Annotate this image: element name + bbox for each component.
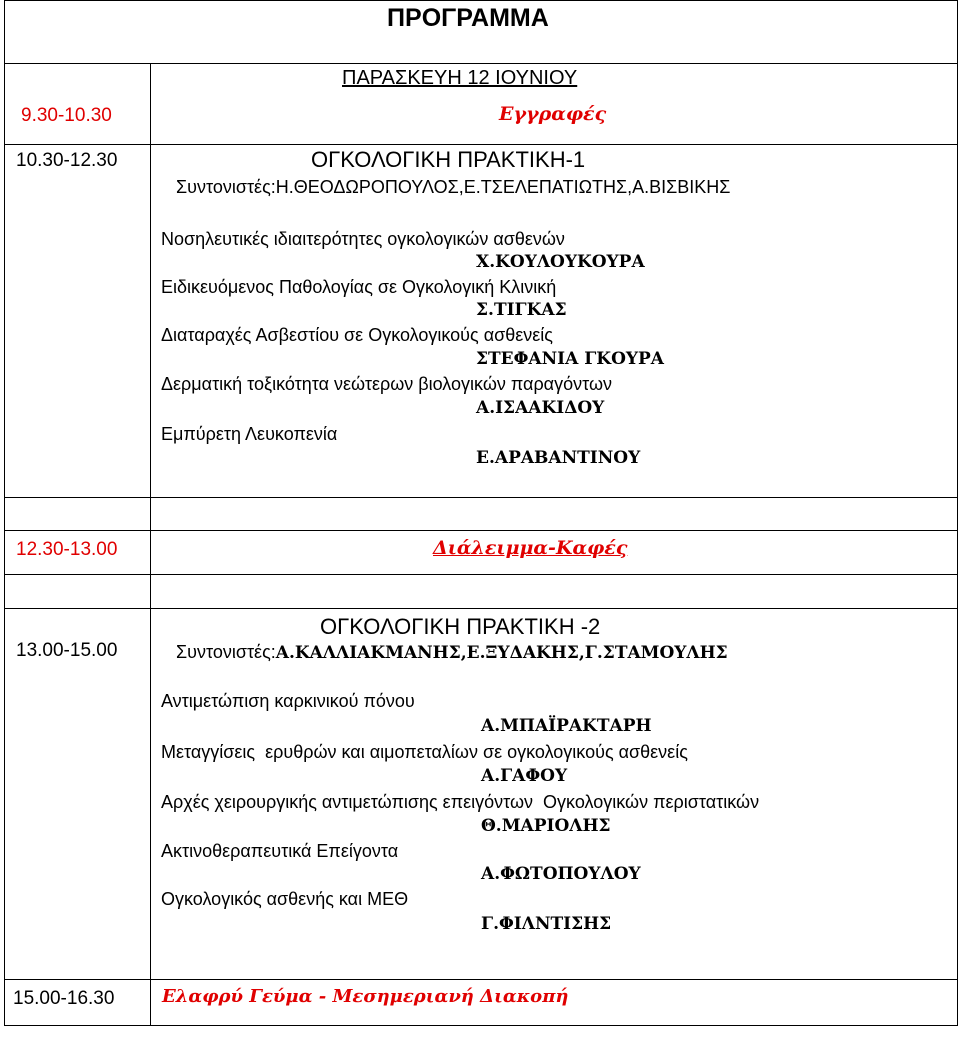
row-divider — [4, 144, 958, 145]
lunch-time: 15.00-16.30 — [13, 988, 115, 1009]
session1-title: ΟΓΚΟΛΟΓΙΚΗ ΠΡΑΚΤΙΚΗ-1 — [311, 147, 586, 172]
talk-topic: Μεταγγίσεις ερυθρών και αιμοπεταλίων σε ογκολογικούς ασθενείς — [161, 742, 688, 762]
coordinators-label: Συντονιστές: — [176, 642, 276, 662]
session2-title: ΟΓΚΟΛΟΓΙΚΗ ΠΡΑΚΤΙΚΗ -2 — [320, 614, 601, 639]
break-label: Διάλειμμα-Καφές — [433, 537, 628, 559]
table-border — [4, 0, 958, 1]
talk-speaker: Α.ΦΩΤΟΠΟΥΛΟΥ — [481, 864, 641, 884]
column-divider — [150, 63, 151, 1026]
session1-coordinators — [176, 178, 730, 196]
coordinators-label: Συντονιστές: — [176, 177, 276, 197]
row-divider — [4, 63, 958, 64]
talk-speaker: Σ.ΤΙΓΚΑΣ — [476, 300, 567, 320]
day-heading: ΠΑΡΑΣΚΕΥΗ 12 ΙΟΥΝΙΟΥ — [342, 67, 578, 89]
row-divider — [4, 530, 958, 531]
session2-time: 13.00-15.00 — [16, 640, 118, 661]
session2-coordinators — [176, 643, 728, 662]
registration-time: 9.30-10.30 — [21, 105, 112, 126]
talk-topic: Εμπύρετη Λευκοπενία — [161, 424, 338, 444]
talk-speaker: Α.ΜΠΑΪΡΑΚΤΑΡΗ — [481, 716, 652, 736]
coordinators-names: Η.ΘΕΟΔΩΡΟΠΟΥΛΟΣ,Ε.ΤΣΕΛΕΠΑΤΙΩΤΗΣ,Α.ΒΙΣΒΙΚΗΣ — [275, 177, 731, 197]
table-border — [4, 1025, 958, 1026]
talk-speaker: Ε.ΑΡΑΒΑΝΤΙΝΟΥ — [476, 448, 641, 468]
table-border — [957, 0, 958, 1026]
row-divider — [4, 574, 958, 575]
talk-speaker: ΣΤΕΦΑΝΙΑ ΓΚΟΥΡΑ — [476, 349, 664, 369]
row-divider — [4, 497, 958, 498]
talk-speaker: Θ.ΜΑΡΙΟΛΗΣ — [481, 816, 611, 836]
page-title: ΠΡΟΓΡΑΜΜΑ — [387, 4, 549, 32]
talk-topic: Νοσηλευτικές ιδιαιτερότητες ογκολογικών ασθενών — [161, 229, 565, 249]
talk-speaker: Α.ΓΑΦΟΥ — [481, 766, 568, 786]
talk-speaker: Α.ΙΣΑΑΚΙΔΟΥ — [476, 398, 605, 418]
talk-topic: Δερματική τοξικότητα νεώτερων βιολογικών παραγόντων — [161, 374, 613, 394]
talk-speaker: Γ.ΦΙΛΝΤΙΣΗΣ — [481, 914, 612, 934]
talk-topic: Ακτινοθεραπευτικά Επείγοντα — [161, 841, 399, 861]
talk-topic: Διαταραχές Ασβεστίου σε Ογκολογικούς ασθενείς — [161, 325, 553, 345]
row-divider — [4, 608, 958, 609]
talk-topic: Ογκολογικός ασθενής και ΜΕΘ — [161, 889, 409, 909]
talk-topic: Αρχές χειρουργικής αντιμετώπισης επειγόντων Ογκολογικών περιστατικών — [161, 792, 760, 812]
coordinators-names: Α.ΚΑΛΛΙΑΚΜΑΝΗΣ,Ε.ΞΥΔΑΚΗΣ,Γ.ΣΤΑΜΟΥΛΗΣ — [275, 643, 728, 663]
row-divider — [4, 979, 958, 980]
break-time: 12.30-13.00 — [16, 539, 118, 560]
lunch-label: Ελαφρύ Γεύμα - Μεσημεριανή Διακοπή — [162, 986, 569, 1007]
registration-label: Εγγραφές — [499, 103, 607, 125]
session1-time: 10.30-12.30 — [16, 150, 118, 171]
talk-topic: Ειδικευόμενος Παθολογίας σε Ογκολογική Κλινική — [161, 277, 557, 297]
talk-topic: Αντιμετώπιση καρκινικού πόνου — [161, 691, 415, 711]
talk-speaker: Χ.ΚΟΥΛΟΥΚΟΥΡΑ — [476, 252, 645, 272]
table-border — [4, 0, 5, 1026]
